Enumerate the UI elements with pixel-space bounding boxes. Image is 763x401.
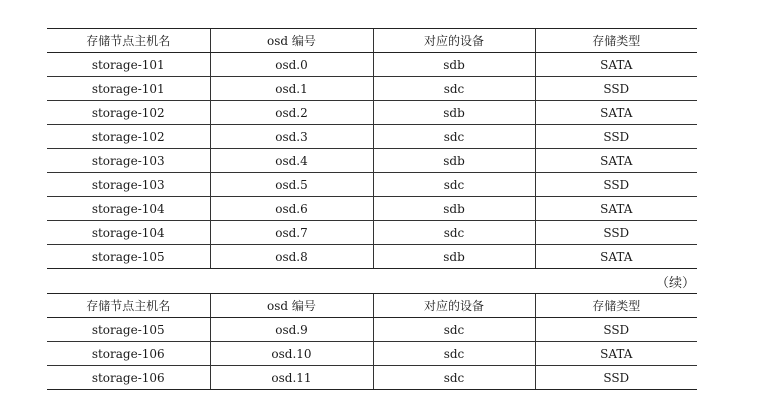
cell-hostname: storage-104 xyxy=(47,221,210,245)
cell-hostname: storage-104 xyxy=(47,197,210,221)
table-header-row xyxy=(47,294,697,318)
cell-osd-id: osd.5 xyxy=(210,173,373,197)
header-osd-id: osd 编号 xyxy=(210,294,373,318)
header-osd-id: osd 编号 xyxy=(210,29,373,53)
cell-hostname: storage-103 xyxy=(47,173,210,197)
table-row xyxy=(47,245,697,269)
cell-osd-id: osd.7 xyxy=(210,221,373,245)
cell-storage-type: SATA xyxy=(535,245,697,269)
table-row xyxy=(47,197,697,221)
cell-hostname: storage-105 xyxy=(47,245,210,269)
cell-hostname: storage-101 xyxy=(47,53,210,77)
header-device: 对应的设备 xyxy=(373,29,535,53)
cell-storage-type: SATA xyxy=(535,149,697,173)
table-row xyxy=(47,318,697,342)
cell-osd-id: osd.3 xyxy=(210,125,373,149)
cell-hostname: storage-105 xyxy=(47,318,210,342)
table-row xyxy=(47,53,697,77)
cell-device: sdb xyxy=(373,53,535,77)
cell-hostname: storage-103 xyxy=(47,149,210,173)
cell-storage-type: SSD xyxy=(535,125,697,149)
header-hostname: 存储节点主机名 xyxy=(47,29,210,53)
cell-device: sdb xyxy=(373,197,535,221)
header-storage-type: 存储类型 xyxy=(535,29,697,53)
continuation-label: （续） xyxy=(655,276,695,291)
cell-osd-id: osd.10 xyxy=(210,342,373,366)
table-row xyxy=(47,77,697,101)
cell-hostname: storage-106 xyxy=(47,342,210,366)
cell-device: sdb xyxy=(373,245,535,269)
table-header-row xyxy=(47,29,697,53)
table-row xyxy=(47,366,697,390)
cell-osd-id: osd.0 xyxy=(210,53,373,77)
cell-device: sdc xyxy=(373,173,535,197)
cell-osd-id: osd.1 xyxy=(210,77,373,101)
table-row xyxy=(47,101,697,125)
cell-storage-type: SSD xyxy=(535,77,697,101)
cell-osd-id: osd.4 xyxy=(210,149,373,173)
cell-device: sdc xyxy=(373,318,535,342)
cell-storage-type: SATA xyxy=(535,342,697,366)
osd-table-part-2 xyxy=(47,293,697,390)
cell-device: sdb xyxy=(373,149,535,173)
osd-table-part-1 xyxy=(47,28,697,269)
cell-storage-type: SSD xyxy=(535,318,697,342)
table-row xyxy=(47,173,697,197)
cell-osd-id: osd.8 xyxy=(210,245,373,269)
cell-osd-id: osd.9 xyxy=(210,318,373,342)
cell-storage-type: SSD xyxy=(535,366,697,390)
cell-hostname: storage-102 xyxy=(47,101,210,125)
cell-device: sdc xyxy=(373,221,535,245)
cell-storage-type: SSD xyxy=(535,173,697,197)
table-row xyxy=(47,149,697,173)
cell-osd-id: osd.6 xyxy=(210,197,373,221)
cell-osd-id: osd.2 xyxy=(210,101,373,125)
header-storage-type: 存储类型 xyxy=(535,294,697,318)
cell-device: sdb xyxy=(373,101,535,125)
table-row xyxy=(47,125,697,149)
header-hostname: 存储节点主机名 xyxy=(47,294,210,318)
cell-device: sdc xyxy=(373,77,535,101)
cell-storage-type: SATA xyxy=(535,101,697,125)
cell-hostname: storage-106 xyxy=(47,366,210,390)
cell-storage-type: SATA xyxy=(535,197,697,221)
header-device: 对应的设备 xyxy=(373,294,535,318)
cell-device: sdc xyxy=(373,366,535,390)
cell-device: sdc xyxy=(373,125,535,149)
cell-hostname: storage-102 xyxy=(47,125,210,149)
cell-storage-type: SATA xyxy=(535,53,697,77)
table-row xyxy=(47,342,697,366)
cell-hostname: storage-101 xyxy=(47,77,210,101)
table-row xyxy=(47,221,697,245)
cell-storage-type: SSD xyxy=(535,221,697,245)
cell-device: sdc xyxy=(373,342,535,366)
cell-osd-id: osd.11 xyxy=(210,366,373,390)
